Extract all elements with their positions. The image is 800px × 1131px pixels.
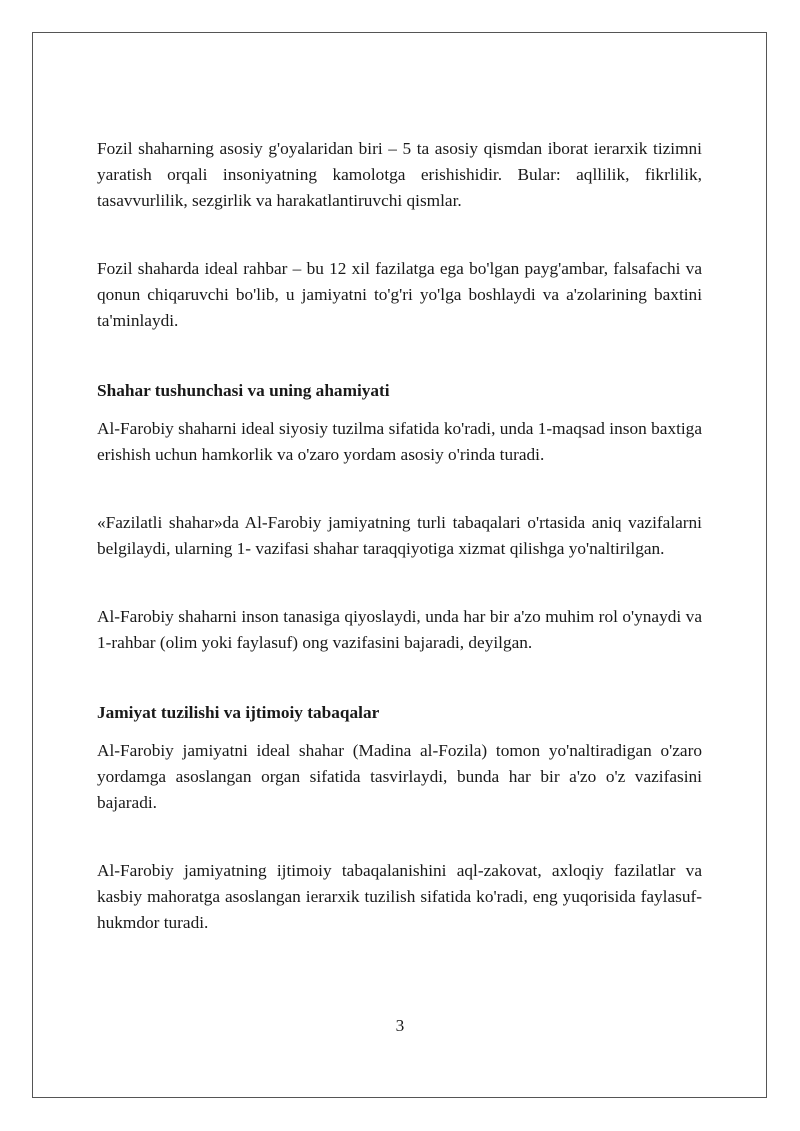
paragraph-intro-1: Fozil shaharning asosiy g'oyalaridan biri – 5 ta asosiy qismdan iborat ierarxik tizimni yaratish orqali insoniyatning kamolotga erishishidir. Bular: aqllilik, fikrlilik, tasavvurlilik, sezgirlik va harakatlantiruvchi qismlar. bbox=[97, 139, 702, 210]
paragraph-city-2: «Fazilatli shahar»da Al-Farobiy jamiyatning turli tabaqalari o'rtasida aniq vazifalarni belgilaydi, ularning 1- vazifasi shahar taraqqiyotiga xizmat qilishga yo'naltirilgan. bbox=[97, 513, 702, 558]
paragraph-society-2: Al-Farobiy jamiyatning ijtimoiy tabaqalanishini aql-zakovat, axloqiy fazilatlar va kasbiy mahoratga asoslangan ierarxik tuzilish sifatida ko'radi, eng yuqorisida faylasuf-hukmdor turadi. bbox=[97, 861, 702, 932]
paragraph-intro-2: Fozil shaharda ideal rahbar – bu 12 xil fazilatga ega bo'lgan payg'ambar, falsafachi va qonun chiqaruvchi bo'lib, u jamiyatni to'g'ri yo'lga boshlaydi va a'zolarining baxtini ta'minlaydi. bbox=[97, 259, 702, 330]
page-number: 3 bbox=[395, 1016, 405, 1035]
document-body bbox=[97, 136, 702, 936]
paragraph-city-3: Al-Farobiy shaharni inson tanasiga qiyoslaydi, unda har bir a'zo muhim rol o'ynaydi va 1-rahbar (olim yoki faylasuf) ong vazifasini bajaradi, deyilgan. bbox=[97, 607, 702, 652]
section-heading-society-structure: Jamiyat tuzilishi va ijtimoiy tabaqalar bbox=[97, 703, 380, 722]
paragraph-city-1: Al-Farobiy shaharni ideal siyosiy tuzilma sifatida ko'radi, unda 1-maqsad inson baxtiga erishish uchun hamkorlik va o'zaro yordam asosiy o'rinda turadi. bbox=[97, 419, 702, 464]
section-heading-city-concept: Shahar tushunchasi va uning ahamiyati bbox=[97, 381, 390, 400]
paragraph-society-1: Al-Farobiy jamiyatni ideal shahar (Madina al-Fozila) tomon yo'naltiradigan o'zaro yordamga asoslangan organ sifatida tasvirlaydi, bunda har bir a'zo o'z vazifasini bajaradi. bbox=[97, 741, 702, 812]
